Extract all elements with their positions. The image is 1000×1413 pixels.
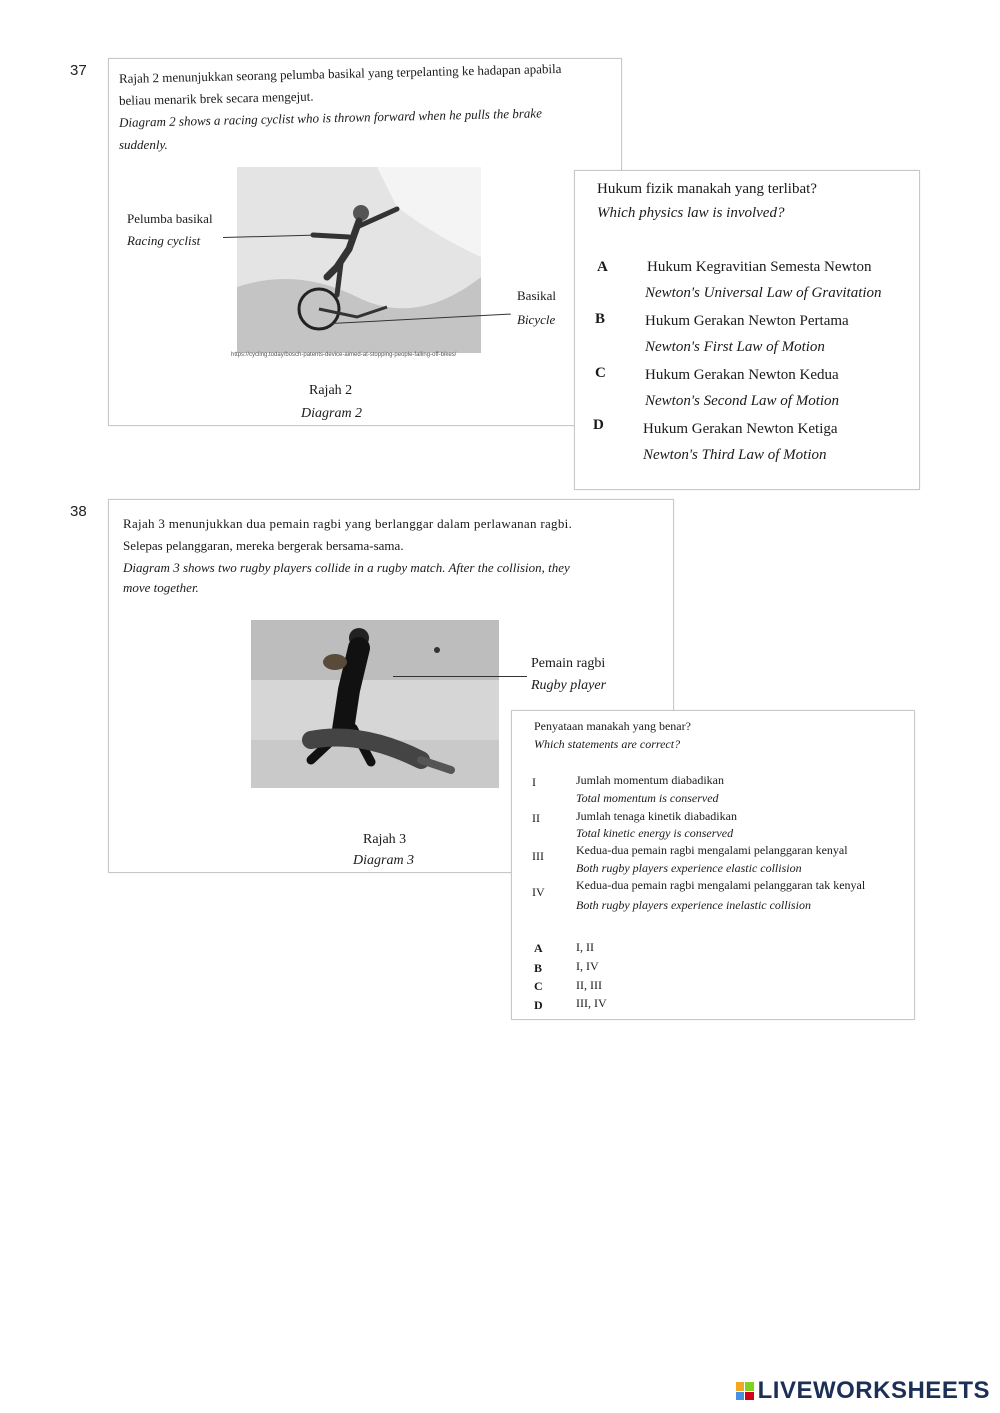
q37-option-b-ms[interactable]: Hukum Gerakan Newton Pertama — [645, 313, 849, 329]
rugby-illustration — [251, 620, 499, 788]
liveworksheets-logo — [736, 1377, 990, 1405]
label-racing-cyclist-en: Racing cyclist — [127, 233, 201, 248]
cyclist-illustration — [237, 167, 481, 353]
question-number-37: 37 — [70, 62, 87, 79]
q38-choice-c-value[interactable]: II, III — [576, 978, 602, 992]
statement-iii-en: Both rugby players experience elastic collision — [576, 861, 802, 875]
q38-question-ms: Penyataan manakah yang benar? — [534, 719, 691, 733]
label-racing-cyclist-ms: Pelumba basikal — [127, 211, 213, 226]
statement-i-en: Total momentum is conserved — [576, 791, 719, 805]
q38-choice-d-value[interactable]: III, IV — [576, 996, 607, 1010]
q38-photo-source — [251, 792, 253, 798]
q38-stem-en-line2: move together. — [123, 580, 199, 595]
q38-choice-a-letter[interactable]: A — [534, 941, 543, 955]
statement-iv-number: IV — [532, 885, 545, 899]
q38-choice-b-letter[interactable]: B — [534, 961, 543, 975]
q37-stem-en-line1: Diagram 2 shows a racing cyclist who is thrown forward when he pulls the brake — [118, 105, 543, 130]
q37-question-en: Which physics law is involved? — [597, 205, 785, 221]
q37-option-a-ms[interactable]: Hukum Kegravitian Semesta Newton — [647, 259, 872, 275]
q37-stem-ms-line2: beliau menarik brek secara mengejut. — [118, 88, 314, 108]
q37-option-c-letter[interactable]: C — [595, 365, 606, 381]
q37-stem-en-line2: suddenly. — [119, 137, 168, 152]
question-number-38: 38 — [70, 503, 87, 520]
q38-choice-a-value[interactable]: I, II — [576, 940, 594, 954]
statement-ii-en: Total kinetic energy is conserved — [576, 826, 734, 840]
q37-option-b-en[interactable]: Newton's First Law of Motion — [645, 339, 825, 355]
q37-option-d-letter[interactable]: D — [593, 417, 604, 433]
logo-mark-cell-3 — [736, 1392, 745, 1401]
statement-ii-number: II — [532, 811, 540, 825]
statement-iii-ms: Kedua-dua pemain ragbi mengalami pelanggaran kenyal — [576, 843, 848, 857]
logo-mark-cell-1 — [736, 1382, 745, 1391]
q37-option-c-en[interactable]: Newton's Second Law of Motion — [645, 393, 840, 409]
label-rugby-player-ms: Pemain ragbi — [531, 656, 606, 671]
rugby-photo — [251, 620, 499, 788]
q38-question-en: Which statements are correct? — [534, 737, 681, 751]
q38-choice-c-letter[interactable]: C — [534, 979, 543, 993]
q38-stem-en-line1: Diagram 3 shows two rugby players collide in a rugby match. After the collision, they — [123, 560, 570, 575]
q37-caption-ms: Rajah 2 — [309, 383, 353, 398]
statement-iv-en: Both rugby players experience inelastic collision — [576, 898, 811, 912]
statement-iv-ms: Kedua-dua pemain ragbi mengalami pelanggaran tak kenyal — [576, 878, 866, 892]
q37-option-d-en[interactable]: Newton's Third Law of Motion — [643, 447, 827, 463]
q37-option-d-ms[interactable]: Hukum Gerakan Newton Ketiga — [643, 421, 838, 437]
q37-stem-ms-line1: Rajah 2 menunjukkan seorang pelumba basikal yang terpelanting ke hadapan apabila — [118, 60, 562, 86]
q37-option-c-ms[interactable]: Hukum Gerakan Newton Kedua — [645, 367, 839, 383]
q38-caption-ms: Rajah 3 — [363, 832, 407, 847]
q37-caption-en: Diagram 2 — [301, 406, 363, 421]
q37-option-a-letter[interactable]: A — [597, 259, 608, 275]
q38-choice-d-letter[interactable]: D — [534, 998, 543, 1012]
q38-caption-en: Diagram 3 — [353, 853, 415, 868]
cyclist-photo — [237, 167, 481, 353]
q38-question-card — [511, 710, 915, 1020]
statement-i-number: I — [532, 775, 536, 789]
logo-mark-cell-2 — [745, 1382, 754, 1391]
statement-iii-number: III — [532, 849, 544, 863]
statement-i-ms: Jumlah momentum diabadikan — [576, 773, 724, 787]
q38-stem-ms-line1: Rajah 3 menunjukkan dua pemain ragbi yang berlanggar dalam perlawanan ragbi. — [123, 516, 573, 531]
q37-option-b-letter[interactable]: B — [595, 311, 606, 327]
q37-question-ms: Hukum fizik manakah yang terlibat? — [597, 181, 817, 197]
liveworksheets-logo-icon — [736, 1382, 754, 1400]
liveworksheets-logo-text: LIVEWORKSHEETS — [757, 1377, 990, 1404]
label-rugby-player-en: Rugby player — [531, 678, 607, 693]
q38-choice-b-value[interactable]: I, IV — [576, 959, 599, 973]
leader-line-rugby-player — [393, 676, 527, 677]
q37-question-card — [574, 170, 920, 490]
label-bicycle-en: Bicycle — [517, 312, 556, 327]
q38-stem-ms-line2: Selepas pelanggaran, mereka bergerak bersama-sama. — [123, 538, 404, 553]
q37-option-a-en[interactable]: Newton's Universal Law of Gravitation — [645, 285, 882, 301]
q37-stem-card — [108, 58, 622, 426]
q37-photo-source: https://cycling.today/bosch-patents-device-aimed-at-stopping-people-falling-off-bikes/ — [231, 352, 457, 358]
statement-ii-ms: Jumlah tenaga kinetik diabadikan — [576, 809, 737, 823]
logo-mark-cell-4 — [745, 1392, 754, 1401]
label-bicycle-ms: Basikal — [517, 288, 556, 303]
